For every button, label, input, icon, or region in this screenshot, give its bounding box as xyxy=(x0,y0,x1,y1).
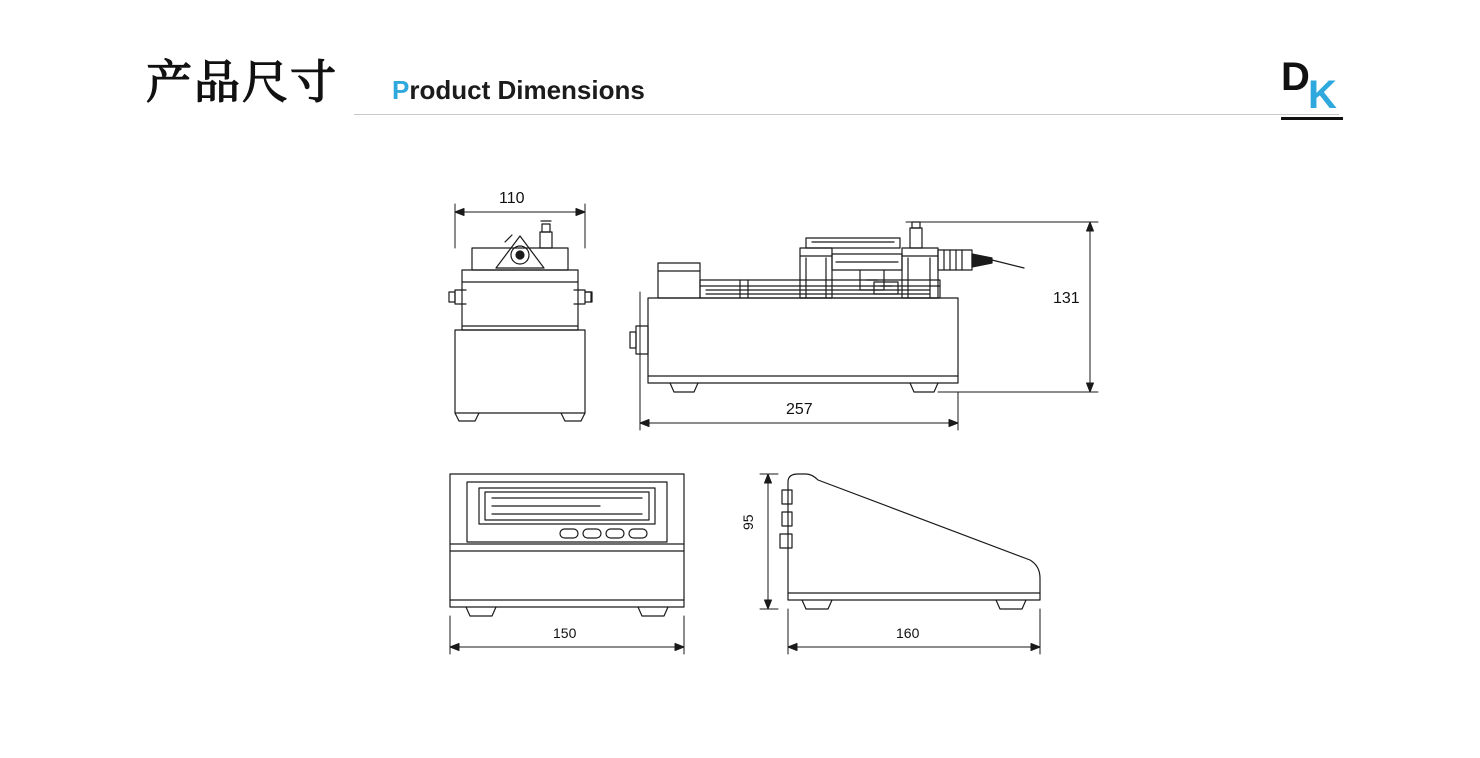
front-view-geometry xyxy=(449,221,592,421)
page-title-english xyxy=(392,74,645,106)
brand-logo xyxy=(1281,57,1343,119)
page-header xyxy=(0,0,1480,130)
drawing-svg xyxy=(0,130,1480,758)
dimension-label-160: 160 xyxy=(896,625,920,641)
panel-view-geometry xyxy=(450,474,684,616)
dimension-label-150: 150 xyxy=(553,625,577,641)
logo-letter-d: D xyxy=(1281,55,1310,99)
dimension-label-110: 110 xyxy=(499,190,525,207)
page-title-english-rest: roduct Dimensions xyxy=(409,75,645,105)
dimension-label-257: 257 xyxy=(786,401,813,418)
dimension-label-95: 95 xyxy=(740,514,756,530)
profile-view-geometry xyxy=(780,474,1040,609)
logo-letter-k: K xyxy=(1308,73,1337,117)
dimension-label-131: 131 xyxy=(1053,290,1080,307)
page-title-english-accent: P xyxy=(392,75,410,105)
dimension-95 xyxy=(760,474,778,609)
logo-underline xyxy=(1281,117,1343,120)
side-view-geometry xyxy=(630,222,1024,392)
page-title-chinese: 产品尺寸 xyxy=(146,55,338,109)
header-divider xyxy=(354,114,1339,115)
product-dimension-drawing xyxy=(0,130,1480,758)
dimension-110 xyxy=(455,204,585,248)
